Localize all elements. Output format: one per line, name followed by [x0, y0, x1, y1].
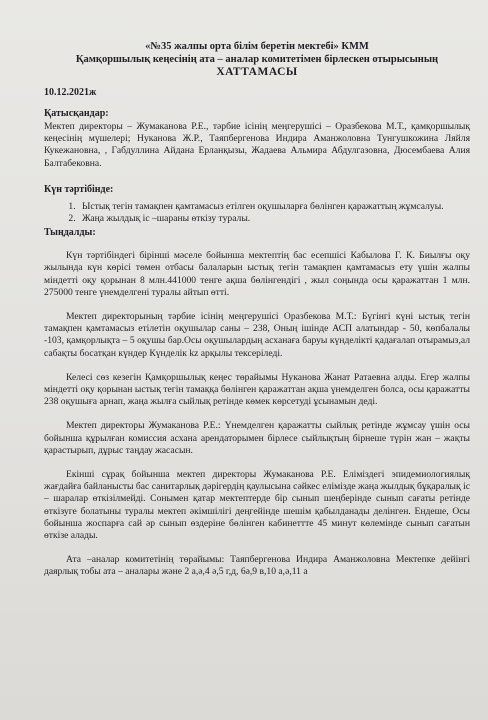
paragraph: Ата –аналар комитетінің төрайымы: Таяпбергенова Индира Аманжоловна Мектепке дейінгі даярлық тобы ата – аналары және 2 а,ә,4 ә,5 г,д, 6ә,9 в,10 а,ә,11 а [44, 554, 470, 578]
document-date: 10.12.2021ж [44, 87, 97, 98]
protocol-title: ХАТТАМАСЫ [216, 66, 298, 78]
participants-heading: Қатысқандар: [44, 108, 109, 119]
agenda-heading: Күн тәртібінде: [44, 183, 114, 195]
agenda-list [44, 201, 470, 225]
paragraph: Екінші сұрақ бойынша мектеп директоры Жумаканова Р.Е. Еліміздегі эпидемиологиялық жағдайға байланысты бас санитарлық дәрігердің қаулысына сәйкес елімізде жаңа жылдық бұқаралық іс – шаралар өткізілмейді. Сонымен қатар мектептерде бір сынып шеңберінде сынып сағаты ретінде өткізуге болатыны туралы мектеп әкімшілігі деңгейінде шешім қабылданады делінген. Ендеше, Осы бойынша жоспарға сай әр сынып өздеріне бөлінген кабинеттте 45 минут көлемінде сынып сағатын өткізе алады. [44, 469, 470, 542]
participants-text: Мектеп директоры – Жумаканова Р.Е., тәрбие ісінің меңгерушісі – Оразбекова М.Т., қамқоршылық кеңесінің мүшелері; Нуканова Ж.Р., Таяпбергенова Индира Аманжоловна Тунгушкожина Ляйля Кукежановна, , Габдуллина Айдана Ерланқызы, Жадаева Альмира Абдулгазовна, Дюсембаева Алия Балтабековна. [44, 121, 470, 169]
agenda-item: 2. Жаңа жылдық іс –шараны өткізу туралы. [78, 213, 470, 225]
paragraph: Күн тәртібіндегі бірінші мәселе бойынша мектептің бас есепшісі Кабылова Г. К. Биылғы оқу жылында күн көрісі төмен отбасы балаларын ыстық тегін тамақпен қамтамасыз ету үшін жалпы міндетті оқу қорынан 8 млн.441000 тенге ақша бөлінгендігі , жыл соңында осы қаражаттан 1 млн. 275000 тенге үнемделгені туралы айтып өтті. [44, 250, 470, 298]
paragraph: Мектеп директорының тәрбие ісінің меңгерушісі Оразбекова М.Т.: Бүгінгі күні ыстық тегін тамақпен қамтамасыз етілетін оқушылар саны – 238, Оның ішінде АСП алатындар - 50, көпбалалы -103, қамқорлықта – 5 оқушы бар.Осы оқушылардың асханаға баруы күнделікті қадағалап отырамыз,ал сабақты босатқан күндер Күнделік kz арқылы тексеріледі. [44, 311, 470, 359]
school-name: «№35 жалпы орта білім беретін мектебі» КММ [145, 41, 369, 52]
paragraph: Мектеп директоры Жумаканова Р.Е.: Үнемделген қаражатты сыйлық ретінде жұмсау үшін осы бойынша құрылған комиссия асхана арендаторымен бірлесе сыйлықтың бірнеше түрін жан – жақты қарастырып, дұрыс таңдау жасасын. [44, 420, 470, 456]
paragraph: Келесі сөз кезегін Қамқоршылық кеңес төрайымы Нуканова Жанат Ратаевна алды. Егер жалпы міндетті оқу қорынан ыстық тегін тамаққа бөлінген қаражаттан ақша үнемделген болса, осы қаражатты 238 оқушыға арнап, жаңа жылға сыйлық ретінде көмек көрсетуді ұсынамын деді. [44, 371, 470, 408]
heard-heading: Тыңдалды: [44, 227, 96, 239]
meeting-title: Қамқоршылық кеңесінің ата – аналар комитетімен бірлескен отырысының [75, 54, 439, 65]
agenda-item: 1. Ыстық тегін тамақпен қамтамасыз етілген оқушыларға бөлінген қаражаттың жұмсалуы. [78, 201, 470, 213]
document-header [44, 40, 470, 79]
